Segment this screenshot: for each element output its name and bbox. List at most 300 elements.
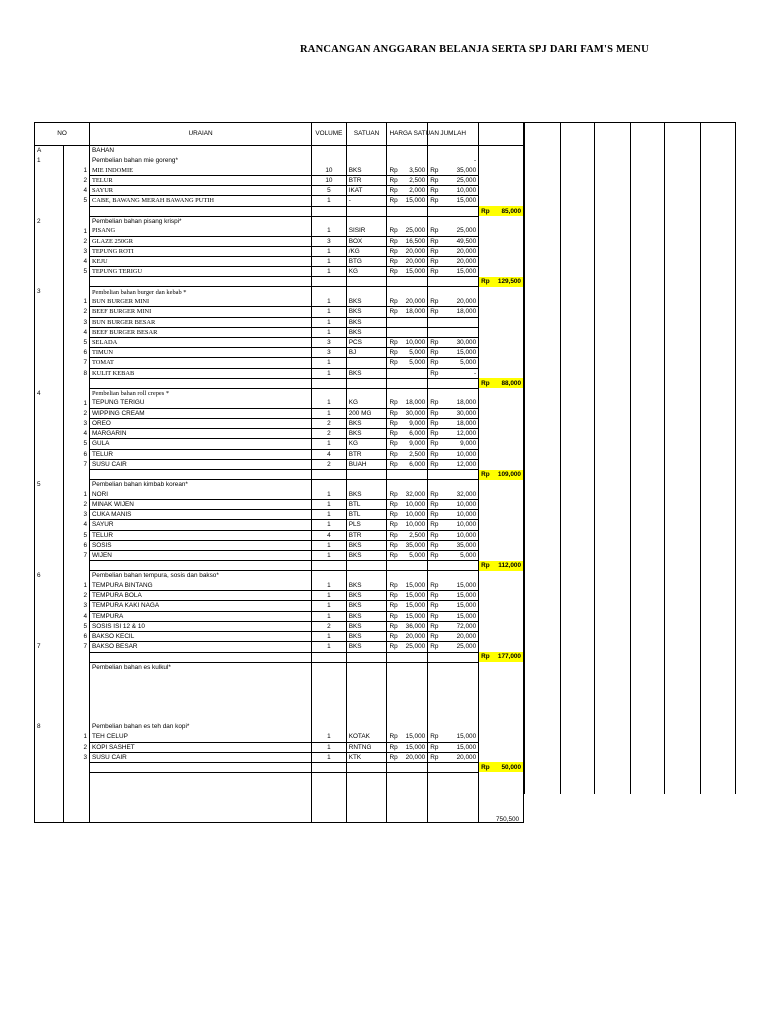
unit-price bbox=[389, 398, 425, 407]
cell-total bbox=[479, 348, 524, 358]
cell-total bbox=[479, 146, 524, 156]
cell-volume bbox=[312, 581, 347, 591]
item-description: Pembelian bahan tempura, sosis dan bakso* bbox=[92, 572, 219, 580]
currency-label: Rp bbox=[430, 753, 439, 761]
table-row bbox=[35, 621, 524, 631]
line-amount-value: 10,000 bbox=[456, 450, 477, 458]
table-row bbox=[35, 480, 524, 490]
cell-jumlah bbox=[428, 682, 479, 692]
item-description: NORI bbox=[92, 490, 108, 498]
table-row bbox=[35, 398, 524, 408]
cell-jumlah bbox=[428, 307, 479, 317]
currency-label: Rp bbox=[389, 430, 398, 438]
currency-label: Rp bbox=[430, 177, 439, 184]
item-volume: 1 bbox=[327, 541, 331, 549]
item-unit: BKS bbox=[348, 592, 362, 600]
cell-uraian bbox=[90, 327, 312, 337]
cell-total bbox=[479, 591, 524, 601]
cell-satuan bbox=[346, 510, 387, 520]
cell-jumlah bbox=[428, 792, 479, 802]
cell-satuan bbox=[346, 662, 387, 672]
item-description: MIE INDOMIE bbox=[92, 166, 133, 174]
cell-jumlah bbox=[428, 782, 479, 792]
currency-label: Rp bbox=[430, 247, 439, 255]
cell-total bbox=[479, 216, 524, 226]
item-description: Pembelian bahan pisang krispi* bbox=[92, 217, 182, 225]
cell-sub bbox=[63, 702, 89, 712]
cell-uraian bbox=[90, 378, 312, 388]
item-number: 4 bbox=[83, 258, 87, 266]
cell-harga bbox=[387, 611, 428, 621]
currency-label: Rp bbox=[389, 643, 398, 651]
table-row bbox=[35, 632, 524, 642]
item-volume: 1 bbox=[327, 743, 331, 751]
item-description: KULIT KEBAB bbox=[92, 369, 135, 377]
cell-harga bbox=[387, 752, 428, 762]
item-number: 3 bbox=[83, 420, 87, 428]
cell-jumlah bbox=[428, 398, 479, 408]
cell-sub bbox=[63, 419, 89, 429]
cell-uraian bbox=[90, 732, 312, 742]
item-unit: IKAT bbox=[348, 187, 363, 195]
cell-no bbox=[35, 632, 64, 642]
cell-jumlah bbox=[428, 490, 479, 500]
line-amount bbox=[430, 398, 476, 407]
cell-satuan bbox=[346, 429, 387, 439]
cell-sub bbox=[63, 429, 89, 439]
line-amount-value: - bbox=[473, 156, 477, 164]
cell-volume bbox=[312, 682, 347, 692]
item-description: TELUR bbox=[92, 531, 113, 539]
unit-price bbox=[389, 642, 425, 651]
cell-satuan bbox=[346, 307, 387, 317]
table-row bbox=[35, 459, 524, 469]
cell-total bbox=[479, 530, 524, 540]
cell-sub bbox=[63, 297, 89, 307]
cell-uraian bbox=[90, 449, 312, 459]
item-number: 2 bbox=[83, 501, 87, 509]
cell-no bbox=[35, 398, 64, 408]
item-description: TOMAT bbox=[92, 359, 114, 367]
line-amount bbox=[430, 450, 476, 459]
cell-harga bbox=[387, 621, 428, 631]
cell-no bbox=[35, 206, 64, 216]
cell-sub bbox=[63, 591, 89, 601]
cell-satuan bbox=[346, 530, 387, 540]
cell-satuan bbox=[346, 611, 387, 621]
cell-satuan bbox=[346, 772, 387, 782]
cell-harga bbox=[387, 459, 428, 469]
currency-label: Rp bbox=[389, 298, 398, 306]
cell-volume bbox=[312, 449, 347, 459]
currency-label: Rp bbox=[430, 633, 439, 641]
table-row bbox=[35, 327, 524, 337]
line-amount-value: 10,000 bbox=[456, 187, 477, 195]
cell-jumlah bbox=[428, 742, 479, 752]
cell-satuan bbox=[346, 176, 387, 186]
table-row bbox=[35, 368, 524, 378]
cell-volume bbox=[312, 307, 347, 317]
cell-harga bbox=[387, 732, 428, 742]
cell-no bbox=[35, 490, 64, 500]
cell-sub bbox=[63, 277, 89, 287]
unit-price bbox=[389, 622, 425, 631]
grand-total: 750,500 bbox=[496, 816, 520, 823]
item-number: 3 bbox=[83, 318, 87, 326]
unit-price-value: 9,000 bbox=[409, 420, 426, 428]
header-satuan: SATUAN bbox=[346, 123, 387, 146]
cell-harga bbox=[387, 408, 428, 418]
table-row bbox=[35, 591, 524, 601]
cell-volume bbox=[312, 812, 347, 822]
cell-uraian bbox=[90, 419, 312, 429]
table-row bbox=[35, 642, 524, 652]
subtotal-row bbox=[35, 762, 524, 772]
cell-sub bbox=[63, 267, 89, 277]
unit-price-value: 15,000 bbox=[405, 733, 426, 741]
cell-jumlah bbox=[428, 176, 479, 186]
line-amount bbox=[430, 196, 476, 205]
item-unit: PCS bbox=[348, 339, 362, 347]
cell-harga bbox=[387, 792, 428, 802]
item-description: SOSIS bbox=[92, 541, 112, 549]
table-row bbox=[35, 510, 524, 520]
line-amount bbox=[430, 500, 476, 509]
item-description: CUKA MANIS bbox=[92, 511, 132, 519]
cell-jumlah bbox=[428, 480, 479, 490]
currency-label: Rp bbox=[430, 541, 439, 549]
subtotal-row bbox=[35, 378, 524, 388]
cell-no bbox=[35, 358, 64, 368]
cell-satuan bbox=[346, 408, 387, 418]
cell-jumlah bbox=[428, 378, 479, 388]
cell-sub bbox=[63, 772, 89, 782]
table-row bbox=[35, 419, 524, 429]
cell-harga bbox=[387, 601, 428, 611]
item-description: PISANG bbox=[92, 227, 116, 235]
cell-no bbox=[35, 621, 64, 631]
currency-label: Rp bbox=[481, 207, 490, 215]
item-description: TEMPURA BINTANG bbox=[92, 581, 153, 589]
cell-volume bbox=[312, 176, 347, 186]
cell-satuan bbox=[346, 682, 387, 692]
cell-uraian bbox=[90, 146, 312, 156]
cell-sub bbox=[63, 601, 89, 611]
cell-sub bbox=[63, 388, 89, 398]
cell-volume bbox=[312, 408, 347, 418]
cell-harga bbox=[387, 358, 428, 368]
item-volume: 1 bbox=[327, 521, 331, 529]
cell-no bbox=[35, 551, 64, 561]
cell-satuan bbox=[346, 672, 387, 682]
item-number: 7 bbox=[83, 552, 87, 560]
item-volume: 1 bbox=[327, 227, 331, 235]
cell-satuan bbox=[346, 398, 387, 408]
cell-sub bbox=[63, 520, 89, 530]
cell-volume bbox=[312, 782, 347, 792]
line-amount-value: 30,000 bbox=[456, 409, 477, 417]
line-amount-value: 32,000 bbox=[456, 490, 477, 498]
line-amount bbox=[430, 267, 476, 276]
item-unit: BKS bbox=[348, 581, 362, 589]
table-row bbox=[35, 449, 524, 459]
cell-satuan bbox=[346, 206, 387, 216]
item-volume: 1 bbox=[327, 268, 331, 276]
item-number: 1 bbox=[83, 227, 87, 235]
unit-price-value: 10,000 bbox=[405, 501, 426, 509]
row-number: 4 bbox=[37, 389, 41, 397]
item-unit: BKS bbox=[348, 308, 362, 316]
unit-price bbox=[389, 307, 425, 316]
currency-label: Rp bbox=[481, 763, 490, 771]
cell-volume bbox=[312, 611, 347, 621]
currency-label: Rp bbox=[430, 643, 439, 651]
page-title: RANCANGAN ANGGARAN BELANJA SERTA SPJ DARI FAM'S MENU bbox=[300, 44, 649, 55]
unit-price-value: 6,000 bbox=[409, 430, 426, 438]
grid-line bbox=[560, 122, 561, 794]
cell-harga bbox=[387, 398, 428, 408]
item-description: TEPUNG TERIGU bbox=[92, 268, 143, 276]
cell-no bbox=[35, 429, 64, 439]
cell-uraian bbox=[90, 297, 312, 307]
item-volume: 2 bbox=[327, 460, 331, 468]
item-unit: BOX bbox=[348, 237, 363, 245]
cell-no bbox=[35, 459, 64, 469]
cell-jumlah bbox=[428, 358, 479, 368]
line-amount-value: 15,000 bbox=[456, 743, 477, 751]
cell-no bbox=[35, 732, 64, 742]
row-number: 6 bbox=[37, 572, 41, 580]
currency-label: Rp bbox=[389, 237, 398, 245]
cell-sub bbox=[63, 480, 89, 490]
table-row bbox=[35, 236, 524, 246]
cell-harga bbox=[387, 652, 428, 662]
cell-uraian bbox=[90, 246, 312, 256]
cell-total bbox=[479, 662, 524, 672]
cell-jumlah bbox=[428, 146, 479, 156]
table-row bbox=[35, 196, 524, 206]
unit-price-value: 18,000 bbox=[405, 308, 426, 316]
cell-uraian bbox=[90, 459, 312, 469]
cell-uraian bbox=[90, 632, 312, 642]
subtotal bbox=[481, 277, 521, 286]
item-description: Pembelian bahan roll crepes * bbox=[92, 389, 170, 397]
cell-total bbox=[479, 540, 524, 550]
item-description: SUSU CAIR bbox=[92, 460, 127, 468]
unit-price bbox=[389, 632, 425, 641]
unit-price bbox=[389, 429, 425, 438]
cell-satuan bbox=[346, 156, 387, 166]
cell-harga bbox=[387, 348, 428, 358]
cell-satuan bbox=[346, 358, 387, 368]
cell-volume bbox=[312, 752, 347, 762]
cell-total bbox=[479, 338, 524, 348]
item-description: MARGARIN bbox=[92, 430, 127, 438]
cell-satuan bbox=[346, 702, 387, 712]
cell-satuan bbox=[346, 692, 387, 702]
cell-sub bbox=[63, 327, 89, 337]
cell-total bbox=[479, 236, 524, 246]
currency-label: Rp bbox=[389, 622, 398, 630]
cell-total bbox=[479, 287, 524, 297]
cell-uraian bbox=[90, 470, 312, 480]
cell-sub bbox=[63, 802, 89, 812]
table-row bbox=[35, 348, 524, 358]
line-amount-value: 10,000 bbox=[456, 501, 477, 509]
cell-sub bbox=[63, 317, 89, 327]
item-description: Pembelian bahan es teh dan kopi* bbox=[92, 723, 190, 731]
cell-sub bbox=[63, 732, 89, 742]
line-amount bbox=[430, 732, 476, 741]
cell-total bbox=[479, 632, 524, 642]
currency-label: Rp bbox=[430, 733, 439, 741]
unit-price bbox=[389, 450, 425, 459]
currency-label: Rp bbox=[389, 187, 398, 195]
unit-price-value: 15,000 bbox=[405, 268, 426, 276]
cell-sub bbox=[63, 742, 89, 752]
item-description: WIPPING CREAM bbox=[92, 409, 145, 417]
currency-label: Rp bbox=[389, 177, 398, 184]
cell-uraian bbox=[90, 571, 312, 581]
table-row bbox=[35, 792, 524, 802]
cell-satuan bbox=[346, 561, 387, 571]
cell-total bbox=[479, 792, 524, 802]
unit-price-value: 25,000 bbox=[405, 643, 426, 651]
cell-jumlah bbox=[428, 662, 479, 672]
item-number: 6 bbox=[83, 450, 87, 458]
item-unit: BKS bbox=[348, 633, 362, 641]
cell-harga bbox=[387, 772, 428, 782]
cell-harga bbox=[387, 642, 428, 652]
cell-total bbox=[479, 449, 524, 459]
cell-uraian bbox=[90, 762, 312, 772]
line-amount bbox=[430, 591, 476, 600]
cell-volume bbox=[312, 236, 347, 246]
cell-no bbox=[35, 792, 64, 802]
currency-label: Rp bbox=[389, 420, 398, 428]
unit-price bbox=[389, 753, 425, 762]
cell-sub bbox=[63, 490, 89, 500]
currency-label: Rp bbox=[430, 592, 439, 600]
cell-no bbox=[35, 470, 64, 480]
cell-sub bbox=[63, 500, 89, 510]
unit-price bbox=[389, 267, 425, 276]
item-description: KOPI SASHET bbox=[92, 743, 135, 751]
cell-sub bbox=[63, 398, 89, 408]
line-amount-value: 5,000 bbox=[460, 552, 477, 560]
cell-harga bbox=[387, 540, 428, 550]
cell-uraian bbox=[90, 722, 312, 732]
cell-sub bbox=[63, 196, 89, 206]
row-number: 5 bbox=[37, 480, 41, 488]
line-amount-value: 20,000 bbox=[456, 247, 477, 255]
cell-sub bbox=[63, 236, 89, 246]
table-row bbox=[35, 429, 524, 439]
subtotal-value: 109,000 bbox=[497, 470, 521, 478]
line-amount bbox=[430, 632, 476, 641]
currency-label: Rp bbox=[430, 552, 439, 560]
item-number: 8 bbox=[83, 369, 87, 377]
cell-total bbox=[479, 226, 524, 236]
item-number: 1 bbox=[83, 399, 87, 407]
table-row bbox=[35, 338, 524, 348]
cell-satuan bbox=[346, 419, 387, 429]
unit-price bbox=[389, 419, 425, 428]
table-row bbox=[35, 307, 524, 317]
cell-volume bbox=[312, 156, 347, 166]
row-number: 3 bbox=[37, 288, 41, 296]
line-amount bbox=[430, 409, 476, 418]
cell-jumlah bbox=[428, 408, 479, 418]
item-description: BEEF BURGER MINI bbox=[92, 308, 152, 316]
line-amount-value: 72,000 bbox=[456, 622, 477, 630]
item-unit: BKS bbox=[348, 552, 362, 560]
cell-sub bbox=[63, 287, 89, 297]
cell-jumlah bbox=[428, 338, 479, 348]
currency-label: Rp bbox=[389, 541, 398, 549]
cell-no bbox=[35, 216, 64, 226]
currency-label: Rp bbox=[430, 460, 439, 468]
table-row bbox=[35, 692, 524, 702]
cell-uraian bbox=[90, 621, 312, 631]
subtotal-row bbox=[35, 561, 524, 571]
cell-total bbox=[479, 307, 524, 317]
cell-no bbox=[35, 378, 64, 388]
cell-volume bbox=[312, 206, 347, 216]
cell-uraian bbox=[90, 772, 312, 782]
cell-jumlah bbox=[428, 732, 479, 742]
line-amount bbox=[430, 257, 476, 266]
currency-label: Rp bbox=[389, 440, 398, 448]
table-row bbox=[35, 297, 524, 307]
cell-jumlah bbox=[428, 246, 479, 256]
cell-satuan bbox=[346, 732, 387, 742]
cell-harga bbox=[387, 156, 428, 166]
cell-jumlah bbox=[428, 762, 479, 772]
item-unit: PLS bbox=[348, 521, 361, 529]
cell-harga bbox=[387, 338, 428, 348]
currency-label: Rp bbox=[389, 521, 398, 529]
cell-satuan bbox=[346, 236, 387, 246]
item-description: WIJEN bbox=[92, 552, 112, 560]
cell-sub bbox=[63, 307, 89, 317]
table-row bbox=[35, 287, 524, 297]
cell-sub bbox=[63, 540, 89, 550]
item-volume: 1 bbox=[327, 328, 331, 336]
cell-harga bbox=[387, 327, 428, 337]
cell-total bbox=[479, 257, 524, 267]
line-amount bbox=[430, 338, 476, 347]
unit-price bbox=[389, 176, 425, 185]
item-unit: BKS bbox=[348, 622, 362, 630]
currency-label: Rp bbox=[430, 743, 439, 751]
cell-total bbox=[479, 510, 524, 520]
cell-harga bbox=[387, 287, 428, 297]
cell-no bbox=[35, 611, 64, 621]
unit-price bbox=[389, 186, 425, 195]
item-number: 2 bbox=[83, 237, 87, 245]
currency-label: Rp bbox=[389, 753, 398, 761]
row-number: 1 bbox=[37, 156, 41, 164]
cell-sub bbox=[63, 551, 89, 561]
item-volume: 1 bbox=[327, 308, 331, 316]
item-volume: 1 bbox=[327, 552, 331, 560]
item-volume: 2 bbox=[327, 430, 331, 438]
table-row bbox=[35, 500, 524, 510]
cell-no bbox=[35, 581, 64, 591]
cell-no bbox=[35, 196, 64, 206]
item-number: 3 bbox=[83, 511, 87, 519]
